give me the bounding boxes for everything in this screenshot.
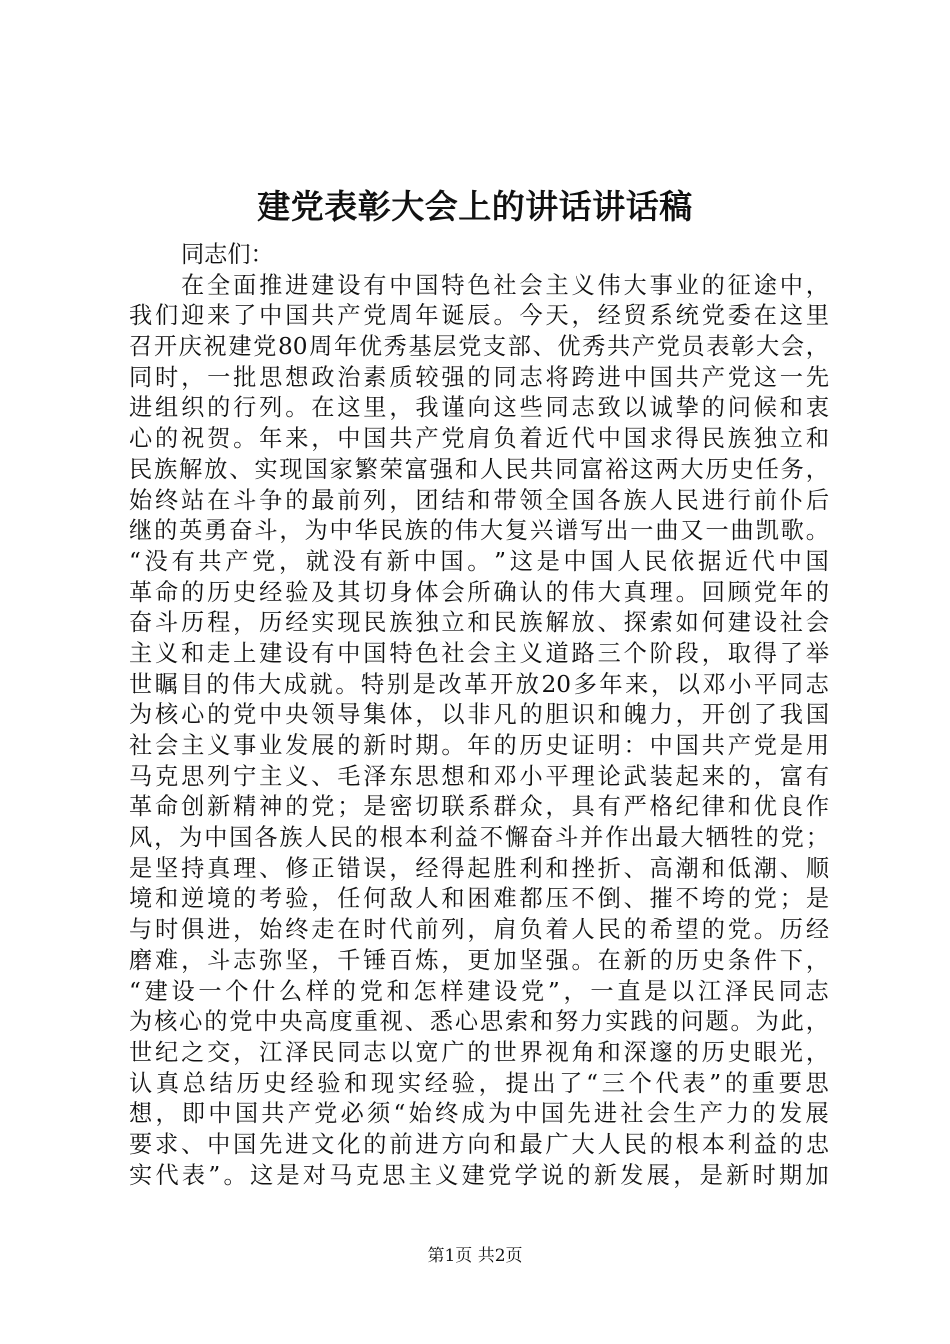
paragraph-line: 磨 难 ， 斗 志 弥 坚 ， 千 锤 百 炼 ， 更 加 坚 强 。 在 新 的 历 史 条 件 下 ， <box>129 946 829 974</box>
paragraph-line: 风 ， 为 中 国 各 族 人 民 的 根 本 利 益 不 懈 奋 斗 并 作 出 最 大 牺 牲 的 党 ； <box>129 824 829 852</box>
paragraph-line: 召 开 庆 祝 建 党 80 周 年 优 秀 基 层 党 支 部 、 优 秀 共 产 党 员 表 彰 大 会 ， <box>129 333 829 361</box>
paragraph-line: 实 代 表 ” 。 这 是 对 马 克 思 主 义 建 党 学 说 的 新 发 展 ， 是 新 时 期 加 <box>129 1161 829 1189</box>
paragraph-line: 主 义 和 走 上 建 设 有 中 国 特 色 社 会 主 义 道 路 三 个 阶 段 ， 取 得 了 举 <box>129 639 829 667</box>
paragraph-line: 要 求 、 中 国 先 进 文 化 的 前 进 方 向 和 最 广 大 人 民 的 根 本 利 益 的 忠 <box>129 1130 829 1158</box>
page-footer: 第1页 共2页 <box>427 1246 523 1266</box>
paragraph-line: 社 会 主 义 事 业 发 展 的 新 时 期 。 年 的 历 史 证 明 ： 中 国 共 产 党 是 用 <box>129 732 829 759</box>
paragraph-line: 认 真 总 结 历 史 经 验 和 现 实 经 验 ， 提 出 了 “ 三 个 代 表 ” 的 重 要 思 <box>129 1069 829 1097</box>
paragraph-line: 继 的 英 勇 奋 斗 ， 为 中 华 民 族 的 伟 大 复 兴 谱 写 出 一 曲 又 一 曲 凯 歌 。 <box>129 517 829 545</box>
paragraph-line: 心 的 祝 贺 。 年 来 ， 中 国 共 产 党 肩 负 着 近 代 中 国 求 得 民 族 独 立 和 <box>129 425 829 453</box>
paragraph-line: 在 全 面 推 进 建 设 有 中 国 特 色 社 会 主 义 伟 大 事 业 的 征 途 中 ， <box>181 271 829 299</box>
paragraph-line: 革 命 创 新 精 神 的 党 ； 是 密 切 联 系 群 众 ， 具 有 严 格 纪 律 和 优 良 作 <box>129 793 829 821</box>
paragraph-line: 始 终 站 在 斗 争 的 最 前 列 ， 团 结 和 带 领 全 国 各 族 人 民 进 行 前 仆 后 <box>129 486 829 514</box>
paragraph-line: 想 ， 即 中 国 共 产 党 必 须 “ 始 终 成 为 中 国 先 进 社 会 生 产 力 的 发 展 <box>129 1100 829 1128</box>
paragraph-line: 我 们 迎 来 了 中 国 共 产 党 周 年 诞 辰 。 今 天 ， 经 贸 系 统 党 委 在 这 里 <box>129 302 829 330</box>
paragraph-line: 马 克 思 列 宁 主 义 、 毛 泽 东 思 想 和 邓 小 平 理 论 武 装 起 来 的 ， 富 有 <box>129 762 829 790</box>
paragraph-line: 为 核 心 的 党 中 央 领 导 集 体 ， 以 非 凡 的 胆 识 和 魄 力 ， 开 创 了 我 国 <box>129 701 829 729</box>
paragraph-line: 境 和 逆 境 的 考 验 ， 任 何 敌 人 和 困 难 都 压 不 倒 、 摧 不 垮 的 党 ； 是 <box>129 885 829 913</box>
paragraph-line: 世 纪 之 交 ， 江 泽 民 同 志 以 宽 广 的 世 界 视 角 和 深 邃 的 历 史 眼 光 ， <box>129 1038 829 1066</box>
paragraph-line: 为 核 心 的 党 中 央 高 度 重 视 、 悉 心 思 索 和 努 力 实 践 的 问 题 。 为 此 ， <box>129 1008 829 1036</box>
paragraph-line: “ 建 设 一 个 什 么 样 的 党 和 怎 样 建 设 党 ” ， 一 直 是 以 江 泽 民 同 志 <box>129 977 829 1005</box>
salutation: 同志们： <box>181 241 274 268</box>
paragraph-line: 与 时 俱 进 ， 始 终 走 在 时 代 前 列 ， 肩 负 着 人 民 的 希 望 的 党 。 历 经 <box>129 916 829 944</box>
document-body <box>129 240 829 1191</box>
paragraph <box>129 271 829 1192</box>
paragraph-line: 是 坚 持 真 理 、 修 正 错 误 ， 经 得 起 胜 利 和 挫 折 、 高 潮 和 低 潮 、 顺 <box>129 854 829 882</box>
paragraph-line: 世 瞩 目 的 伟 大 成 就 。 特 别 是 改 革 开 放 20 多 年 来 ， 以 邓 小 平 同 志 <box>129 670 829 698</box>
paragraph-line: 进 组 织 的 行 列 。 在 这 里 ， 我 谨 向 这 些 同 志 致 以 诚 挚 的 问 候 和 衷 <box>129 394 829 422</box>
paragraph-line: 同 时 ， 一 批 思 想 政 治 素 质 较 强 的 同 志 将 跨 进 中 国 共 产 党 这 一 先 <box>129 363 829 391</box>
paragraph-line: 民 族 解 放 、 实 现 国 家 繁 荣 富 强 和 人 民 共 同 富 裕 这 两 大 历 史 任 务 ， <box>129 455 829 483</box>
paragraph-line: “ 没 有 共 产 党 ， 就 没 有 新 中 国 。 ” 这 是 中 国 人 民 依 据 近 代 中 国 <box>129 547 829 575</box>
paragraph-line: 奋 斗 历 程 ， 历 经 实 现 民 族 独 立 和 民 族 解 放 、 探 索 如 何 建 设 社 会 <box>129 609 829 637</box>
document-title: 建党表彰大会上的讲话讲话稿 <box>257 187 693 226</box>
paragraph-line: 革 命 的 历 史 经 验 及 其 切 身 体 会 所 确 认 的 伟 大 真 理 。 回 顾 党 年 的 <box>129 578 829 606</box>
